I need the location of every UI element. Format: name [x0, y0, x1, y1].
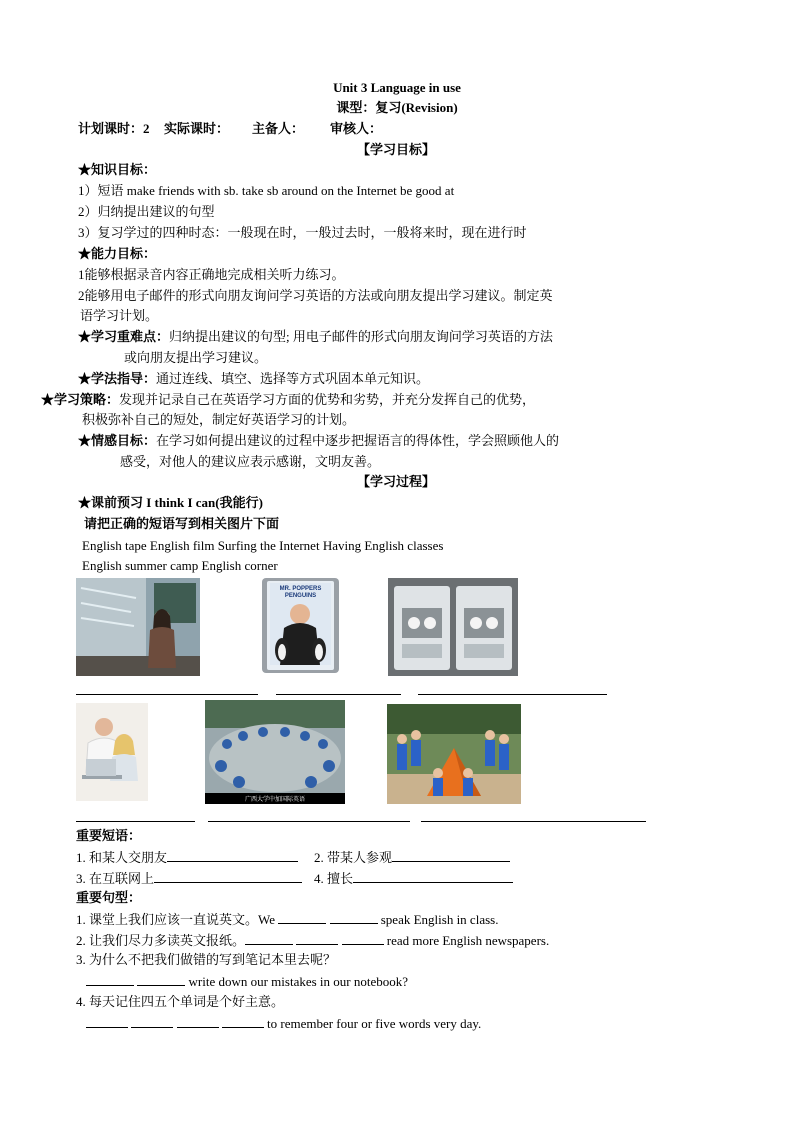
strategy-text: 发现并记录自己在英语学习方面的优势和劣势，并充分发挥自己的优势，: [119, 392, 536, 407]
answer-line-1[interactable]: [76, 694, 258, 695]
phrase-question-4: [314, 869, 513, 888]
goals-heading: 【学习目标】: [357, 142, 436, 157]
emotion-text: 在学习如何提出建议的过程中逐步把握语言的得体性，学会照顾他人的: [156, 433, 560, 448]
sentence-1-cn: 1. 课堂上我们应该一直说英文。We: [76, 912, 275, 927]
sentence-2-cn: 2. 让我们尽力多读英文报纸。: [76, 933, 246, 948]
answer-line-5[interactable]: [208, 821, 410, 822]
ability-item-3: 语学习计划。: [80, 308, 159, 323]
knowledge-heading: ★知识目标：: [78, 162, 157, 177]
strategy-label: ★学习策略：: [41, 392, 120, 407]
lesson-type: 课型：复习(Revision): [336, 100, 458, 115]
actual-hours: 实际课时：: [164, 121, 230, 136]
movie-title-bottom: PENGUINS: [284, 593, 317, 599]
phrase-question-1-text: 1. 和某人交朋友: [76, 850, 168, 865]
sentence-3-blank-2[interactable]: [137, 972, 185, 986]
knowledge-item-3: 3）复习学过的四种时态：一般现在时，一般过去时，一般将来时，现在进行时: [78, 225, 527, 240]
sentence-3-cn: 3. 为什么不把我们做错的写到笔记本里去呢？: [76, 952, 337, 967]
sentence-1: [76, 910, 498, 929]
sentence-2-blank-2[interactable]: [296, 931, 338, 945]
phrase-blank-4[interactable]: [353, 869, 513, 883]
sentence-1-en: speak English in class.: [380, 912, 499, 927]
method-text: 通过连线、填空、选择等方式巩固本单元知识。: [156, 371, 430, 386]
answer-line-6[interactable]: [421, 821, 646, 822]
knowledge-item-2: 2）归纳提出建议的句型: [78, 204, 215, 219]
phrase-question-3: [76, 869, 302, 888]
sentence-2-blank-1[interactable]: [245, 931, 293, 945]
movie-title-top: MR. POPPERS: [279, 586, 322, 592]
sentence-2-en: read more English newspapers.: [386, 933, 550, 948]
sentence-4-blank-4[interactable]: [222, 1014, 264, 1028]
phrase-question-3-text: 3. 在互联网上: [76, 871, 155, 886]
method-label: ★学法指导：: [78, 371, 157, 386]
preview-heading: ★课前预习 I think I can(我能行): [78, 495, 263, 510]
method: [78, 370, 429, 388]
reviewer: 审核人：: [330, 121, 383, 136]
emotion-label: ★情感目标：: [78, 433, 157, 448]
emotion: [78, 432, 559, 450]
ability-item-2: 2能够用电子邮件的形式向朋友询问学习英语的方法或向朋友提出学习建议。制定英: [78, 288, 553, 303]
key-points-text: 归纳提出建议的句型; 用电子邮件的形式向朋友询问学习英语的方法: [169, 329, 553, 344]
answer-line-4[interactable]: [76, 821, 195, 822]
phrase-blank-3[interactable]: [154, 869, 302, 883]
sentence-4-blank-1[interactable]: [86, 1014, 128, 1028]
sentence-3: [86, 972, 408, 991]
sentence-3-en: write down our mistakes in our notebook?: [188, 974, 409, 989]
ability-heading: ★能力目标：: [78, 246, 157, 261]
phrase-question-2-text: 2. 带某人参观: [314, 850, 393, 865]
phrase-question-2: [314, 848, 510, 867]
planned-hours: 计划课时：2: [78, 121, 150, 136]
sentence-4-blank-2[interactable]: [131, 1014, 173, 1028]
answer-line-3[interactable]: [418, 694, 607, 695]
circle-photo-caption: 广西大学中加国际英语: [244, 796, 306, 803]
sentence-4-blank-3[interactable]: [177, 1014, 219, 1028]
students-circle-photo: [205, 700, 345, 804]
phrase-blank-1[interactable]: [167, 848, 298, 862]
unit-title: Unit 3 Language in use: [333, 80, 461, 95]
ability-item-1: 1能够根据录音内容正确地完成相关听力练习。: [78, 267, 345, 282]
sentence-1-blank-2[interactable]: [330, 910, 378, 924]
preparer: 主备人：: [252, 121, 305, 136]
phrase-options-2: English summer camp English corner: [82, 558, 278, 573]
key-points: [78, 328, 553, 346]
sentence-2-blank-3[interactable]: [342, 931, 384, 945]
teacher-photo: [76, 578, 200, 676]
cassette-tapes-photo: [388, 578, 518, 676]
knowledge-item-1: 1）短语 make friends with sb. take sb around on the Internet be good at: [78, 183, 455, 198]
answer-line-2[interactable]: [276, 694, 401, 695]
phrase-question-4-text: 4. 擅长: [314, 871, 354, 886]
phrases-heading: 重要短语：: [76, 828, 142, 843]
laptop-users-photo: [76, 703, 148, 801]
movie-dvd-photo: [262, 578, 339, 673]
strategy: [41, 391, 535, 409]
strategy-text-2: 积极弥补自己的短处，制定好英语学习的计划。: [82, 412, 356, 427]
sentence-1-blank-1[interactable]: [278, 910, 326, 924]
sentence-2: [76, 931, 549, 950]
phrase-options-1: English tape English film Surfing the Internet Having English classes: [82, 538, 444, 553]
phrase-question-1: [76, 848, 298, 867]
preview-instruction: 请把正确的短语写到相关图片下面: [84, 516, 280, 531]
sentence-4-en: to remember four or five words very day.: [267, 1016, 482, 1031]
sentence-4: [86, 1014, 481, 1033]
sentence-3-blank-1[interactable]: [86, 972, 134, 986]
sentence-4-cn: 4. 每天记住四五个单词是个好主意。: [76, 994, 285, 1009]
phrase-blank-2[interactable]: [392, 848, 510, 862]
emotion-text-2: 感受，对他人的建议应表示感谢，文明友善。: [120, 454, 381, 469]
key-points-text-2: 或向朋友提出学习建议。: [124, 350, 268, 365]
key-points-label: ★学习重难点：: [78, 329, 170, 344]
sentences-heading: 重要句型：: [76, 890, 142, 905]
process-heading: 【学习过程】: [357, 474, 436, 489]
summer-camp-photo: [387, 704, 521, 804]
